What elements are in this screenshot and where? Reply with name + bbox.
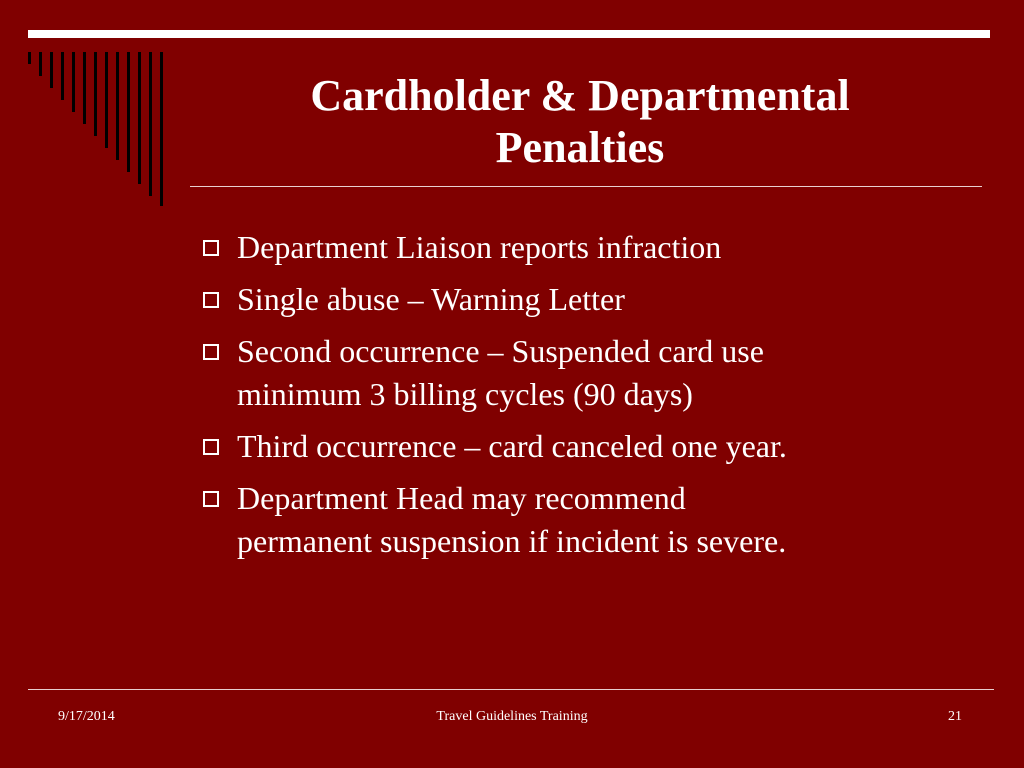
bullet-item — [203, 330, 993, 416]
stripe — [94, 52, 97, 136]
bullet-item — [203, 278, 993, 321]
hollow-square-bullet-icon — [203, 491, 219, 507]
bullet-text: Single abuse – Warning Letter — [237, 281, 625, 317]
hollow-square-bullet-icon — [203, 439, 219, 455]
hollow-square-bullet-icon — [203, 344, 219, 360]
stripe — [127, 52, 130, 172]
title-divider — [190, 186, 982, 187]
stripe — [105, 52, 108, 148]
bullet-item — [203, 477, 993, 563]
bullet-text: Third occurrence – card canceled one year. — [237, 428, 787, 464]
stripe — [116, 52, 119, 160]
stripe — [72, 52, 75, 112]
bullet-text: Department Head may recommend — [237, 480, 686, 516]
stripe — [160, 52, 163, 206]
stripe — [61, 52, 64, 100]
bullet-item — [203, 226, 993, 269]
bullet-text-continued: permanent suspension if incident is severe. — [237, 523, 787, 559]
hollow-square-bullet-icon — [203, 240, 219, 256]
stripe — [39, 52, 42, 76]
title-line-1: Cardholder & Departmental — [310, 71, 850, 120]
title-line-2: Penalties — [495, 123, 665, 172]
slide-title — [190, 70, 970, 174]
footer-presentation-title: Travel Guidelines Training — [436, 709, 588, 724]
stripe — [28, 52, 31, 64]
bullet-list — [203, 226, 993, 572]
stripe — [138, 52, 141, 184]
stripe — [83, 52, 86, 124]
footer-divider — [28, 689, 994, 690]
stripe — [149, 52, 152, 196]
bullet-text-continued: minimum 3 billing cycles (90 days) — [237, 376, 693, 412]
bullet-text: Second occurrence – Suspended card use — [237, 333, 764, 369]
bullet-text: Department Liaison reports infraction — [237, 229, 722, 265]
page-number: 21 — [948, 709, 962, 724]
decorative-stripes — [0, 0, 180, 220]
bullet-item — [203, 425, 993, 468]
hollow-square-bullet-icon — [203, 292, 219, 308]
footer-date: 9/17/2014 — [58, 709, 115, 724]
stripe — [50, 52, 53, 88]
